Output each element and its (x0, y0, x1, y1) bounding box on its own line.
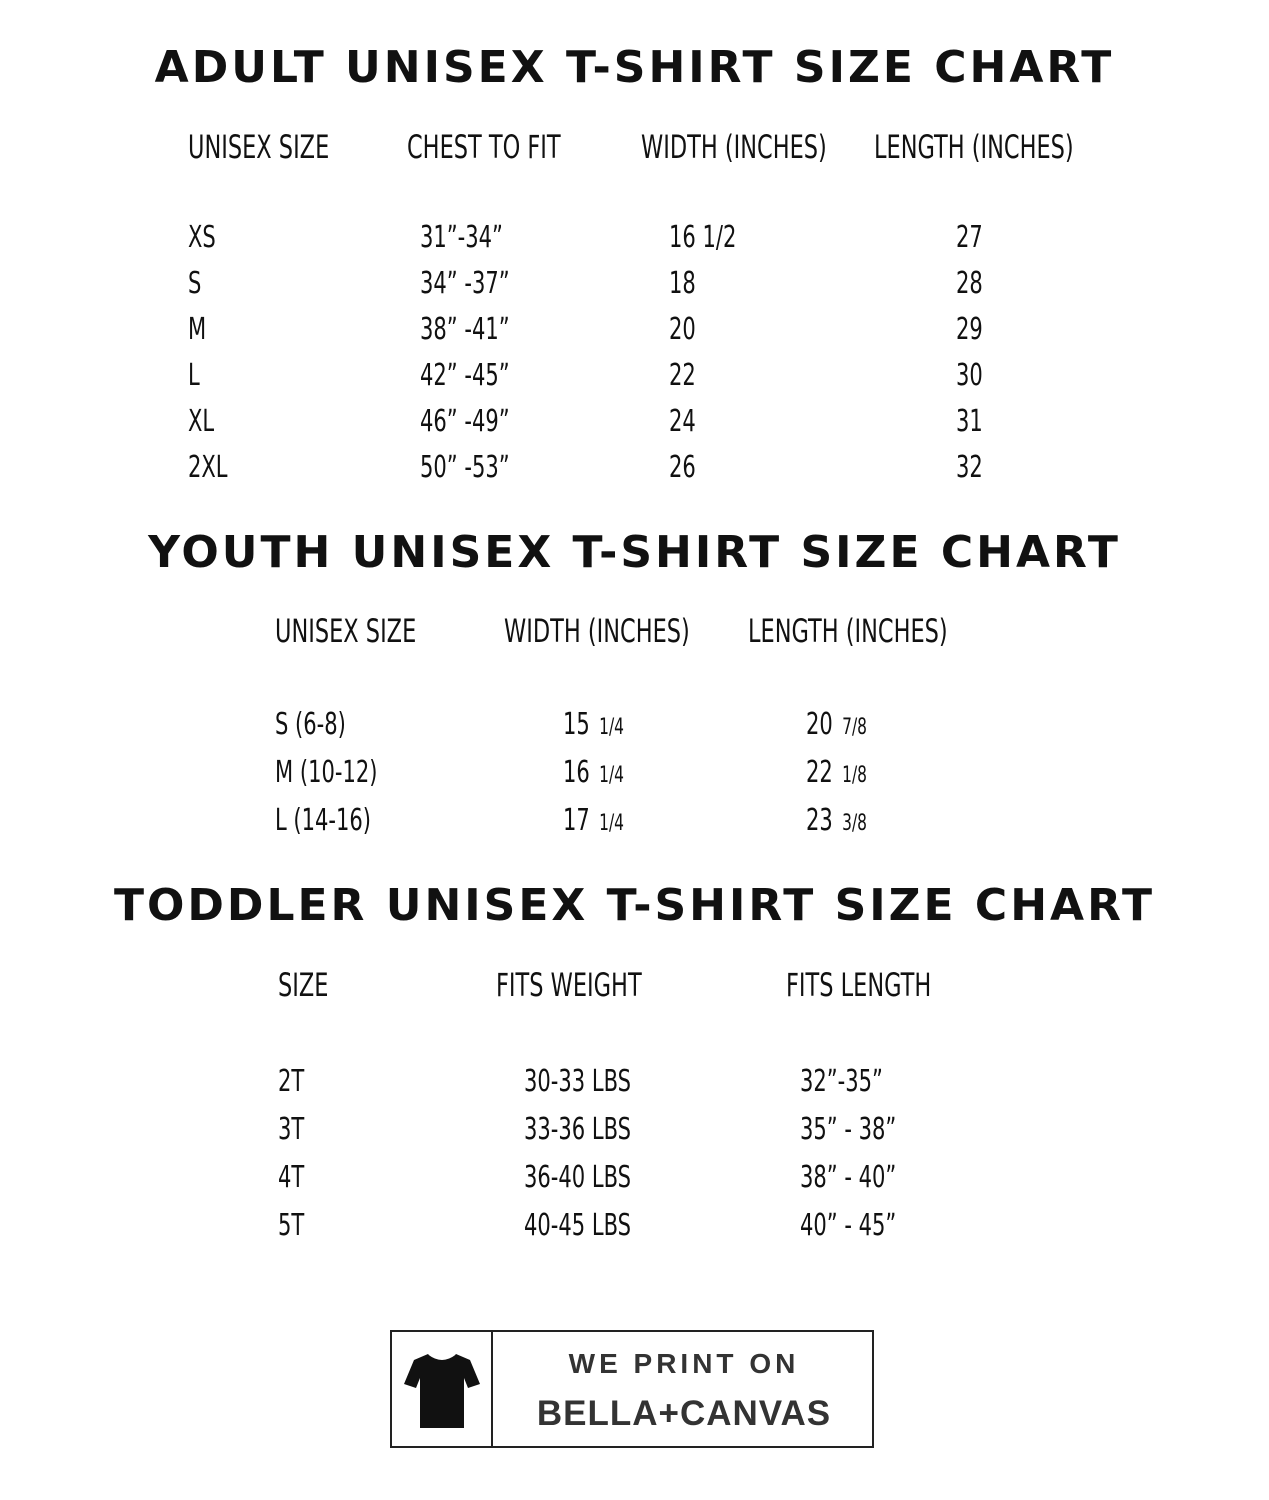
youth-length-cell (806, 755, 867, 790)
toddler-size-cell: 5T (278, 1208, 305, 1243)
toddler-weight-cell: 40-45 LBS (524, 1208, 631, 1243)
toddler-length-cell: 32”-35” (800, 1064, 883, 1099)
youth-width-cell (563, 755, 624, 790)
adult-width-cell: 18 (669, 266, 696, 301)
youth-header-width: WIDTH (INCHES) (504, 612, 690, 650)
adult-chest-cell: 46” -49” (420, 404, 510, 439)
adult-size-cell: XS (188, 220, 216, 255)
youth-header-length: LENGTH (INCHES) (748, 612, 948, 650)
youth-width-whole: 15 (563, 707, 590, 742)
adult-length-cell: 32 (956, 450, 983, 485)
tshirt-icon (402, 1348, 482, 1432)
toddler-size-cell: 3T (278, 1112, 305, 1147)
youth-length-cell (806, 803, 867, 838)
youth-size-cell: L (14-16) (275, 803, 372, 838)
adult-size-cell: L (188, 358, 200, 393)
adult-size-cell: M (188, 312, 207, 347)
toddler-length-cell: 40” - 45” (800, 1208, 897, 1243)
toddler-length-cell: 38” - 40” (800, 1160, 897, 1195)
youth-width-cell (563, 707, 624, 742)
adult-width-cell: 22 (669, 358, 696, 393)
adult-header-size: UNISEX SIZE (188, 128, 330, 166)
adult-header-chest: CHEST TO FIT (407, 128, 561, 166)
adult-header-width: WIDTH (INCHES) (641, 128, 827, 166)
toddler-weight-cell: 36-40 LBS (524, 1160, 631, 1195)
adult-width-cell: 26 (669, 450, 696, 485)
adult-chart-title: ADULT UNISEX T-SHIRT SIZE CHART (154, 42, 1115, 93)
youth-length-whole: 23 (806, 803, 833, 838)
toddler-length-cell: 35” - 38” (800, 1112, 897, 1147)
youth-size-cell: M (10-12) (275, 755, 378, 790)
adult-width-cell: 24 (669, 404, 696, 439)
youth-width-fraction: 1/4 (599, 811, 624, 836)
toddler-chart-title: TODDLER UNISEX T-SHIRT SIZE CHART (113, 880, 1156, 931)
youth-length-whole: 22 (806, 755, 833, 790)
youth-length-fraction: 3/8 (842, 811, 867, 836)
toddler-header-weight: FITS WEIGHT (496, 966, 642, 1004)
youth-width-fraction: 1/4 (599, 715, 624, 740)
adult-size-cell: 2XL (188, 450, 228, 485)
toddler-size-cell: 2T (278, 1064, 305, 1099)
youth-width-whole: 17 (563, 803, 590, 838)
toddler-header-size: SIZE (278, 966, 329, 1004)
youth-width-fraction: 1/4 (599, 763, 624, 788)
adult-chest-cell: 50” -53” (420, 450, 510, 485)
toddler-weight-cell: 33-36 LBS (524, 1112, 631, 1147)
youth-length-whole: 20 (806, 707, 833, 742)
adult-size-cell: S (188, 266, 202, 301)
adult-length-cell: 30 (956, 358, 983, 393)
bella-canvas-badge (390, 1330, 874, 1448)
adult-header-length: LENGTH (INCHES) (874, 128, 1074, 166)
youth-length-cell (806, 707, 867, 742)
adult-width-cell: 16 1/2 (669, 220, 737, 255)
toddler-header-length: FITS LENGTH (786, 966, 932, 1004)
youth-chart-title: YOUTH UNISEX T-SHIRT SIZE CHART (148, 527, 1121, 578)
youth-length-fraction: 1/8 (842, 763, 867, 788)
youth-length-fraction: 7/8 (842, 715, 867, 740)
adult-size-cell: XL (188, 404, 215, 439)
badge-brand: BELLA+CANVAS (536, 1394, 832, 1433)
badge-tagline: WE PRINT ON (568, 1348, 800, 1379)
youth-header-size: UNISEX SIZE (275, 612, 417, 650)
adult-chest-cell: 38” -41” (420, 312, 510, 347)
toddler-weight-cell: 30-33 LBS (524, 1064, 631, 1099)
youth-width-cell (563, 803, 624, 838)
adult-chest-cell: 42” -45” (420, 358, 510, 393)
youth-width-whole: 16 (563, 755, 590, 790)
adult-length-cell: 31 (956, 404, 983, 439)
toddler-size-cell: 4T (278, 1160, 305, 1195)
adult-length-cell: 27 (956, 220, 983, 255)
adult-chest-cell: 31”-34” (420, 220, 503, 255)
adult-chest-cell: 34” -37” (420, 266, 510, 301)
youth-size-cell: S (6-8) (275, 707, 346, 742)
adult-width-cell: 20 (669, 312, 696, 347)
adult-length-cell: 29 (956, 312, 983, 347)
adult-length-cell: 28 (956, 266, 983, 301)
